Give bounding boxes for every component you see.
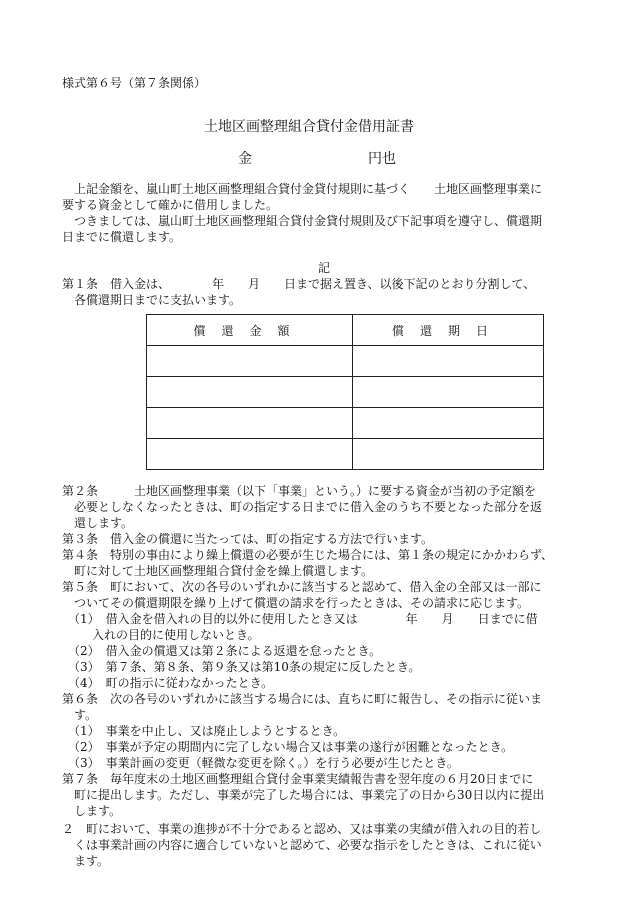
table-row	[147, 408, 544, 439]
body-line: ついてその償還期限を繰り上げて償還の請求を行ったときは、その請求に応じます。	[62, 596, 530, 610]
body-line: 第７条 毎年度末の土地区画整理組合貸付金事業実績報告書を翌年度の６月20日までに	[62, 772, 534, 786]
body-line: 必要としなくなったときは、町の指定する日までに借入金のうち不要となった部分を返	[62, 500, 543, 514]
body-line: ます。	[62, 854, 110, 868]
body-line: （2） 事業が予定の期間内に完了しない場合又は事業の遂行が困難となったとき。	[68, 740, 514, 754]
body-line: す。	[62, 708, 98, 722]
body-line: 第６条 次の各号のいずれかに該当する場合には、直ちに町に報告し、その指示に従いま	[62, 692, 543, 706]
body-line: 町に対して土地区画整理組合貸付金を繰上償還します。	[62, 564, 374, 578]
body-line: （1） 事業を中止し、又は廃止しようとするとき。	[68, 724, 346, 738]
document-title: 土地区画整理組合貸付金借用証書	[204, 119, 414, 135]
body-line: 第３条 借入金の償還に当たっては、町の指定する方法で行います。	[62, 532, 434, 546]
date-cell[interactable]	[353, 408, 544, 439]
ki-heading: 記	[318, 261, 331, 275]
amount-suffix: 円也	[368, 151, 396, 167]
amount-cell[interactable]	[147, 439, 353, 470]
date-cell[interactable]	[353, 346, 544, 377]
table-row	[147, 439, 544, 470]
amount-cell[interactable]	[147, 346, 353, 377]
amount-cell[interactable]	[147, 377, 353, 408]
body-line: します。	[62, 804, 122, 818]
table-row	[147, 346, 544, 377]
intro-line: つきましては、嵐山町土地区画整理組合貸付金貸付規則及び下記事項を遵守し、償還期	[62, 214, 543, 228]
article-1-line: 各償還期日までに支払います。	[62, 293, 242, 307]
body-line: 第４条 特別の事由により繰上償還の必要が生じた場合には、第１条の規定にかかわらず、	[62, 548, 554, 562]
intro-line: 上記金額を、嵐山町土地区画整理組合貸付金貸付規則に基づく 土地区画整理事業に	[62, 182, 543, 196]
article-1-line: 第１条 借入金は、 年 月 日まで据え置き、以後下記のとおり分割して、	[62, 277, 536, 291]
body-line: （3） 第７条、第８条、第９条又は第10条の規定に反したとき。	[68, 660, 421, 674]
date-cell[interactable]	[353, 377, 544, 408]
body-line: 第２条 土地区画整理事業（以下「事業」という。）に要する資金が当初の予定額を	[62, 484, 537, 498]
body-line: くは事業計画の内容に適合していないと認めて、必要な指示をしたときは、これに従い	[62, 838, 542, 852]
body-line: 入れの目的に使用しないとき。	[68, 628, 260, 642]
repayment-schedule-table	[146, 314, 544, 470]
body-line: ２ 町において、事業の進捗が不十分であると認め、又は事業の実績が借入れの目的若し	[62, 822, 542, 836]
table-row	[147, 377, 544, 408]
body-line: （4） 町の指示に従わなかったとき。	[68, 676, 274, 690]
intro-line: 要する資金として確かに借用しました。	[62, 198, 279, 212]
body-line: （3） 事業計画の変更（軽微な変更を除く。）を行う必要が生じたとき。	[68, 756, 459, 770]
intro-line: 日までに償還します。	[62, 230, 182, 244]
body-line: （1） 借入金を借入れの目的以外に使用したとき又は 年 月 日までに借	[68, 612, 538, 626]
column-header-repayment-date: 償還期日	[353, 315, 544, 346]
body-line: （2） 借入金の償還又は第２条による返還を怠ったとき。	[68, 644, 382, 658]
amount-cell[interactable]	[147, 408, 353, 439]
date-cell[interactable]	[353, 439, 544, 470]
amount-prefix: 金	[238, 151, 252, 167]
column-header-repayment-amount: 償還金額	[147, 315, 353, 346]
body-line: 第５条 町において、次の各号のいずれかに該当すると認めて、借入金の全部又は一部に	[62, 580, 542, 594]
body-line: 町に提出します。ただし、事業が完了した場合には、事業完了の日から30日以内に提出	[62, 788, 545, 802]
form-label: 様式第６号（第７条関係）	[62, 76, 207, 90]
body-line: 還します。	[62, 516, 134, 530]
